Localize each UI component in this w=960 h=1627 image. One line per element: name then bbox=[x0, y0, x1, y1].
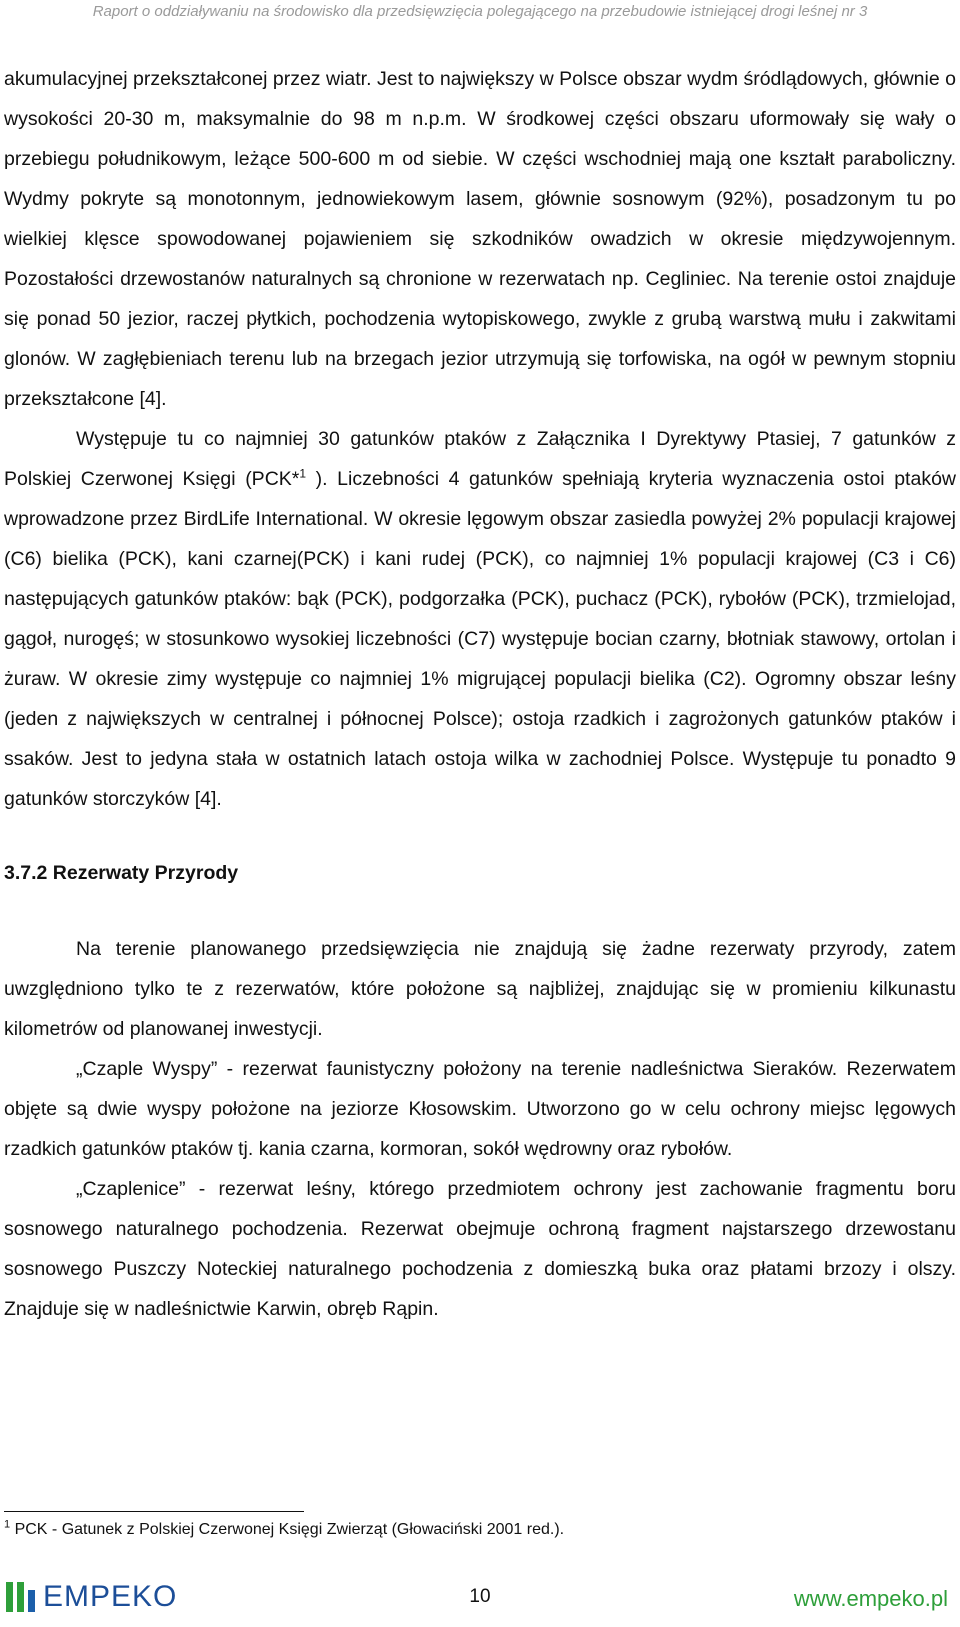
paragraph-czaple-wyspy: „Czaple Wyspy” - rezerwat faunistyczny położony na terenie nadleśnictwa Sieraków. Rezerwatem objęte są dwie wyspy położone na jeziorze Kłosowskim. Utworzono go w celu ochrony miejsc lęgowych rzadkich gatunków ptaków tj. kania czarna, kormoran, sokół wędrowny oraz rybołów. bbox=[4, 1058, 956, 1160]
logo-text: EMPEKO bbox=[43, 1580, 178, 1613]
spacer bbox=[4, 893, 956, 929]
document-body bbox=[4, 59, 956, 1329]
page-number: 10 bbox=[469, 1586, 491, 1607]
paragraph-czaplenice: „Czaplenice” - rezerwat leśny, którego przedmiotem ochrony jest zachowanie fragmentu boru sosnowego naturalnego pochodzenia. Rezerwat obejmuje ochroną fragment najstarszego drzewostanu sosnowego Puszczy Noteckiej naturalnego pochodzenia z domieszką buka oraz płatami brzozy i olszy. Znajduje się w nadleśnictwie Karwin, obręb Rąpin. bbox=[4, 1178, 956, 1320]
footnote-text: PCK - Gatunek z Polskiej Czerwonej Księgi Zwierząt (Głowaciński 2001 red.). bbox=[10, 1521, 565, 1538]
footnote-marker: 1 bbox=[4, 1518, 11, 1531]
paragraph-bird-species bbox=[4, 419, 956, 819]
footnote bbox=[4, 1520, 944, 1540]
paragraph-dunes-description: akumulacyjnej przekształconej przez wiatr. Jest to największy w Polsce obszar wydm śródlądowych, głównie o wysokości 20-30 m, maksymalnie do 98 m n.p.m. W środkowej części obszaru uformowały się wały o przebiegu południkowym, leżące 500-600 m od siebie. W części wschodniej mają one kształt paraboliczny. Wydmy pokryte są monotonnym, jednowiekowym lasem, głównie sosnowym (92%), posadzonym tu po wielkiej klęsce spowodowanej pojawieniem się szkodników owadzich w okresie międzywojennym. Pozostałości drzewostanów naturalnych są chronione w rezerwatach np. Cegliniec. Na terenie ostoi znajduje się ponad 50 jezior, raczej płytkich, pochodzenia wytopiskowego, zwykle z grubą warstwą mułu i zakwitami glonów. W zagłębieniach terenu lub na brzegach jezior utrzymują się torfowiska, na ogół w pewnym stopniu przekształcone [4]. bbox=[4, 68, 956, 410]
running-header: Raport o oddziaływaniu na środowisko dla przedsięwzięcia polegającego na przebudowie istniejącej drogi leśnej nr 3 bbox=[92, 3, 868, 20]
footnote-divider bbox=[4, 1511, 304, 1512]
paragraph-bird-species-text-2: ). Liczebności 4 gatunków spełniają kryteria wyznaczenia ostoi ptaków wprowadzone przez BirdLife International. W okresie lęgowym obszar zasiedla powyżej 2% populacji krajowej (C6) bielika (PCK), kani czarnej(PCK) i kani rudej (PCK), co najmniej 1% populacji krajowej (C3 i C6) następujących gatunków ptaków: bąk (PCK), podgorzałka (PCK), puchacz (PCK), rybołów (PCK), trzmielojad, gągoł, nurogęś; w stosunkowo wysokiej liczebności (C7) występuje bocian czarny, błotniak stawowy, ortolan i żuraw. W okresie zimy występuje co najmniej 1% migrującej populacji bielika (C2). Ogromny obszar leśny (jeden z największych w centralnej i północnej Polsce); ostoja rzadkich i zagrożonych gatunków ptaków i ssaków. Jest to jedyna stała w ostatnich latach ostoja wilka w zachodniej Polsce. Występuje tu ponadto 9 gatunków storczyków [4]. bbox=[4, 468, 956, 810]
footnote-reference[interactable]: 1 bbox=[299, 466, 307, 481]
paragraph-bird-species-text-1: Występuje tu co najmniej 30 gatunków ptaków z Załącznika I Dyrektywy Ptasiej, 7 gatunków z Polskiej Czerwonej Księgi (PCK* bbox=[4, 428, 956, 490]
paragraph-reserves-intro: Na terenie planowanego przedsięwzięcia nie znajdują się żadne rezerwaty przyrody, zatem uwzględniono tylko te z rezerwatów, które położone są najbliżej, znajdując się w promieniu kilkunastu kilometrów od planowanej inwestycji. bbox=[4, 938, 956, 1040]
website-link[interactable]: www.empeko.pl bbox=[793, 1586, 948, 1611]
page-footer bbox=[0, 1574, 960, 1624]
section-heading: 3.7.2 Rezerwaty Przyrody bbox=[4, 862, 239, 884]
spacer bbox=[4, 819, 956, 853]
